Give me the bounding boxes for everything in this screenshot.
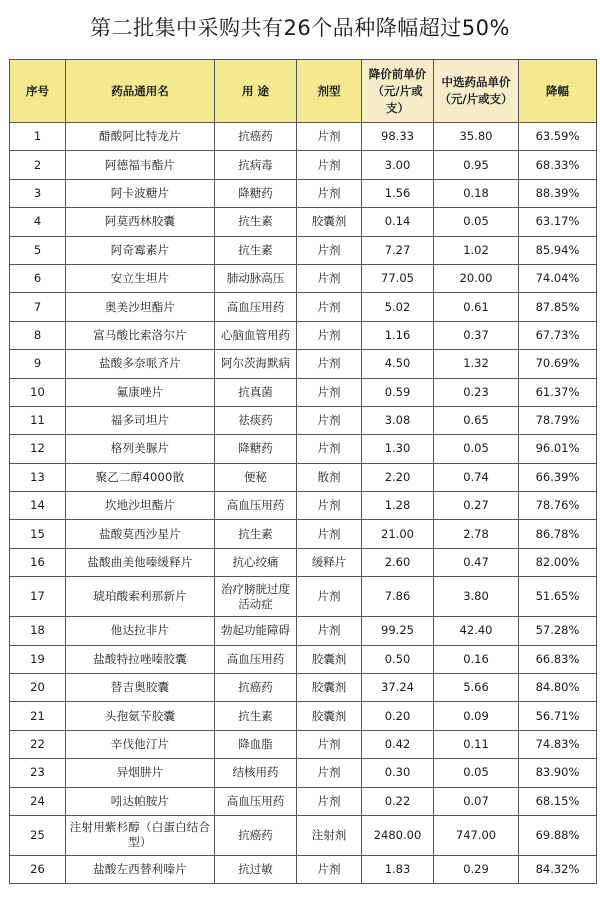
cell-price-selected: 2.78 bbox=[434, 520, 519, 548]
cell-price-before: 0.14 bbox=[362, 208, 434, 236]
cell-index: 21 bbox=[10, 702, 66, 730]
cell-form: 片剂 bbox=[297, 577, 362, 617]
cell-price-selected: 0.05 bbox=[434, 208, 519, 236]
table-row bbox=[10, 548, 597, 576]
cell-price-selected: 0.11 bbox=[434, 730, 519, 758]
cell-price-selected: 1.02 bbox=[434, 236, 519, 264]
header-drop: 降幅 bbox=[519, 60, 597, 123]
table-row bbox=[10, 151, 597, 179]
cell-index: 15 bbox=[10, 520, 66, 548]
cell-index: 20 bbox=[10, 674, 66, 702]
cell-name: 注射用紫杉醇（白蛋白结合型） bbox=[66, 815, 215, 855]
cell-name: 阿奇霉素片 bbox=[66, 236, 215, 264]
table-row bbox=[10, 350, 597, 378]
cell-drop: 68.15% bbox=[519, 787, 597, 815]
table-header-row bbox=[10, 60, 597, 123]
cell-index: 1 bbox=[10, 123, 66, 151]
cell-name: 富马酸比索洛尔片 bbox=[66, 321, 215, 349]
cell-price-before: 0.20 bbox=[362, 702, 434, 730]
table-row bbox=[10, 787, 597, 815]
table-row bbox=[10, 435, 597, 463]
cell-use: 抗癌药 bbox=[215, 123, 297, 151]
cell-index: 16 bbox=[10, 548, 66, 576]
cell-name: 醋酸阿比特龙片 bbox=[66, 123, 215, 151]
cell-name: 阿莫西林胶囊 bbox=[66, 208, 215, 236]
table-row bbox=[10, 463, 597, 491]
cell-name: 盐酸特拉唑嗪胶囊 bbox=[66, 645, 215, 673]
cell-price-before: 0.30 bbox=[362, 759, 434, 787]
cell-use: 抗过敏 bbox=[215, 855, 297, 883]
cell-form: 片剂 bbox=[297, 350, 362, 378]
cell-name: 头孢氨苄胶囊 bbox=[66, 702, 215, 730]
header-form: 剂型 bbox=[297, 60, 362, 123]
cell-drop: 61.37% bbox=[519, 378, 597, 406]
cell-price-before: 99.25 bbox=[362, 617, 434, 645]
page-title: 第二批集中采购共有26个品种降幅超过50% bbox=[90, 16, 510, 40]
cell-index: 19 bbox=[10, 645, 66, 673]
cell-form: 缓释片 bbox=[297, 548, 362, 576]
cell-drop: 87.85% bbox=[519, 293, 597, 321]
cell-use: 高血压用药 bbox=[215, 645, 297, 673]
cell-price-before: 98.33 bbox=[362, 123, 434, 151]
cell-form: 片剂 bbox=[297, 264, 362, 292]
cell-use: 心脑血管用药 bbox=[215, 321, 297, 349]
table-row bbox=[10, 293, 597, 321]
table-row bbox=[10, 645, 597, 673]
cell-index: 18 bbox=[10, 617, 66, 645]
cell-index: 23 bbox=[10, 759, 66, 787]
cell-name: 阿德福韦酯片 bbox=[66, 151, 215, 179]
cell-use: 肺动脉高压 bbox=[215, 264, 297, 292]
cell-price-before: 7.27 bbox=[362, 236, 434, 264]
cell-drop: 82.00% bbox=[519, 548, 597, 576]
cell-price-selected: 0.47 bbox=[434, 548, 519, 576]
cell-index: 11 bbox=[10, 406, 66, 434]
cell-price-selected: 0.95 bbox=[434, 151, 519, 179]
table-row bbox=[10, 179, 597, 207]
cell-form: 片剂 bbox=[297, 179, 362, 207]
cell-price-selected: 20.00 bbox=[434, 264, 519, 292]
cell-price-before: 0.50 bbox=[362, 645, 434, 673]
cell-form: 片剂 bbox=[297, 151, 362, 179]
cell-form: 胶囊剂 bbox=[297, 645, 362, 673]
cell-name: 替吉奥胶囊 bbox=[66, 674, 215, 702]
cell-form: 片剂 bbox=[297, 435, 362, 463]
cell-index: 12 bbox=[10, 435, 66, 463]
cell-drop: 51.65% bbox=[519, 577, 597, 617]
cell-use: 降糖药 bbox=[215, 435, 297, 463]
cell-drop: 66.83% bbox=[519, 645, 597, 673]
cell-name: 吲达帕胺片 bbox=[66, 787, 215, 815]
cell-index: 17 bbox=[10, 577, 66, 617]
table-row bbox=[10, 264, 597, 292]
cell-name: 盐酸曲美他嗪缓释片 bbox=[66, 548, 215, 576]
cell-price-before: 7.86 bbox=[362, 577, 434, 617]
cell-name: 阿卡波糖片 bbox=[66, 179, 215, 207]
cell-form: 注射剂 bbox=[297, 815, 362, 855]
cell-index: 7 bbox=[10, 293, 66, 321]
cell-index: 9 bbox=[10, 350, 66, 378]
cell-form: 片剂 bbox=[297, 293, 362, 321]
cell-price-before: 3.08 bbox=[362, 406, 434, 434]
table-row bbox=[10, 815, 597, 855]
cell-price-before: 1.83 bbox=[362, 855, 434, 883]
cell-price-selected: 0.74 bbox=[434, 463, 519, 491]
cell-index: 22 bbox=[10, 730, 66, 758]
cell-form: 片剂 bbox=[297, 378, 362, 406]
table-row bbox=[10, 492, 597, 520]
cell-drop: 84.32% bbox=[519, 855, 597, 883]
cell-index: 14 bbox=[10, 492, 66, 520]
cell-price-selected: 3.80 bbox=[434, 577, 519, 617]
cell-price-selected: 0.23 bbox=[434, 378, 519, 406]
cell-form: 散剂 bbox=[297, 463, 362, 491]
cell-price-before: 1.56 bbox=[362, 179, 434, 207]
cell-price-selected: 0.61 bbox=[434, 293, 519, 321]
header-index: 序号 bbox=[10, 60, 66, 123]
cell-price-before: 1.30 bbox=[362, 435, 434, 463]
cell-use: 抗病毒 bbox=[215, 151, 297, 179]
cell-drop: 56.71% bbox=[519, 702, 597, 730]
cell-drop: 96.01% bbox=[519, 435, 597, 463]
cell-name: 盐酸左西替利嗪片 bbox=[66, 855, 215, 883]
cell-drop: 88.39% bbox=[519, 179, 597, 207]
cell-index: 24 bbox=[10, 787, 66, 815]
cell-price-selected: 0.05 bbox=[434, 435, 519, 463]
cell-use: 抗癌药 bbox=[215, 674, 297, 702]
table-row bbox=[10, 208, 597, 236]
cell-name: 异烟肼片 bbox=[66, 759, 215, 787]
cell-price-selected: 0.27 bbox=[434, 492, 519, 520]
table-row bbox=[10, 730, 597, 758]
cell-name: 辛伐他汀片 bbox=[66, 730, 215, 758]
cell-drop: 78.76% bbox=[519, 492, 597, 520]
cell-drop: 70.69% bbox=[519, 350, 597, 378]
cell-price-selected: 0.37 bbox=[434, 321, 519, 349]
cell-price-selected: 0.65 bbox=[434, 406, 519, 434]
cell-drop: 66.39% bbox=[519, 463, 597, 491]
cell-use: 阿尔茨海默病 bbox=[215, 350, 297, 378]
cell-use: 抗生素 bbox=[215, 208, 297, 236]
cell-price-before: 21.00 bbox=[362, 520, 434, 548]
table-row bbox=[10, 378, 597, 406]
cell-name: 琥珀酸索利那新片 bbox=[66, 577, 215, 617]
cell-price-before: 0.59 bbox=[362, 378, 434, 406]
cell-form: 片剂 bbox=[297, 321, 362, 349]
cell-form: 片剂 bbox=[297, 730, 362, 758]
cell-drop: 67.73% bbox=[519, 321, 597, 349]
cell-price-selected: 42.40 bbox=[434, 617, 519, 645]
cell-name: 他达拉非片 bbox=[66, 617, 215, 645]
cell-price-before: 0.42 bbox=[362, 730, 434, 758]
cell-name: 盐酸多奈哌齐片 bbox=[66, 350, 215, 378]
cell-price-before: 37.24 bbox=[362, 674, 434, 702]
table-row bbox=[10, 855, 597, 883]
cell-use: 抗生素 bbox=[215, 702, 297, 730]
cell-price-before: 1.16 bbox=[362, 321, 434, 349]
cell-use: 抗生素 bbox=[215, 236, 297, 264]
cell-use: 高血压用药 bbox=[215, 293, 297, 321]
table-row bbox=[10, 236, 597, 264]
cell-form: 胶囊剂 bbox=[297, 208, 362, 236]
cell-drop: 83.90% bbox=[519, 759, 597, 787]
cell-form: 片剂 bbox=[297, 406, 362, 434]
cell-form: 片剂 bbox=[297, 855, 362, 883]
table-row bbox=[10, 617, 597, 645]
cell-drop: 63.59% bbox=[519, 123, 597, 151]
drug-price-table bbox=[9, 59, 597, 884]
cell-drop: 84.80% bbox=[519, 674, 597, 702]
table-row bbox=[10, 321, 597, 349]
cell-use: 高血压用药 bbox=[215, 787, 297, 815]
cell-use: 抗心绞痛 bbox=[215, 548, 297, 576]
cell-price-selected: 35.80 bbox=[434, 123, 519, 151]
cell-use: 抗真菌 bbox=[215, 378, 297, 406]
cell-use: 降血脂 bbox=[215, 730, 297, 758]
cell-name: 氟康唑片 bbox=[66, 378, 215, 406]
cell-price-before: 2.60 bbox=[362, 548, 434, 576]
cell-index: 4 bbox=[10, 208, 66, 236]
cell-name: 安立生坦片 bbox=[66, 264, 215, 292]
cell-index: 13 bbox=[10, 463, 66, 491]
cell-index: 3 bbox=[10, 179, 66, 207]
cell-price-selected: 0.09 bbox=[434, 702, 519, 730]
cell-price-before: 1.28 bbox=[362, 492, 434, 520]
cell-index: 25 bbox=[10, 815, 66, 855]
cell-form: 片剂 bbox=[297, 236, 362, 264]
table-row bbox=[10, 123, 597, 151]
cell-use: 便秘 bbox=[215, 463, 297, 491]
cell-price-before: 0.22 bbox=[362, 787, 434, 815]
cell-price-before: 3.00 bbox=[362, 151, 434, 179]
cell-form: 片剂 bbox=[297, 759, 362, 787]
cell-price-selected: 0.16 bbox=[434, 645, 519, 673]
cell-name: 聚乙二醇4000散 bbox=[66, 463, 215, 491]
cell-price-selected: 0.05 bbox=[434, 759, 519, 787]
cell-drop: 69.88% bbox=[519, 815, 597, 855]
cell-drop: 68.33% bbox=[519, 151, 597, 179]
cell-price-before: 5.02 bbox=[362, 293, 434, 321]
cell-drop: 63.17% bbox=[519, 208, 597, 236]
cell-price-before: 4.50 bbox=[362, 350, 434, 378]
cell-drop: 86.78% bbox=[519, 520, 597, 548]
cell-index: 6 bbox=[10, 264, 66, 292]
cell-name: 奥美沙坦酯片 bbox=[66, 293, 215, 321]
cell-use: 治疗膀胱过度活动症 bbox=[215, 577, 297, 617]
cell-form: 片剂 bbox=[297, 492, 362, 520]
cell-form: 片剂 bbox=[297, 617, 362, 645]
header-price-before: 降价前单价（元/片或支） bbox=[362, 60, 434, 123]
table-row bbox=[10, 406, 597, 434]
table-row bbox=[10, 577, 597, 617]
cell-name: 盐酸莫西沙星片 bbox=[66, 520, 215, 548]
table-body bbox=[10, 123, 597, 884]
cell-use: 结核用药 bbox=[215, 759, 297, 787]
cell-form: 胶囊剂 bbox=[297, 674, 362, 702]
cell-form: 片剂 bbox=[297, 787, 362, 815]
cell-drop: 85.94% bbox=[519, 236, 597, 264]
cell-use: 祛痰药 bbox=[215, 406, 297, 434]
table-row bbox=[10, 520, 597, 548]
cell-use: 抗生素 bbox=[215, 520, 297, 548]
cell-index: 10 bbox=[10, 378, 66, 406]
cell-price-selected: 747.00 bbox=[434, 815, 519, 855]
cell-drop: 74.04% bbox=[519, 264, 597, 292]
cell-price-selected: 0.18 bbox=[434, 179, 519, 207]
cell-use: 高血压用药 bbox=[215, 492, 297, 520]
cell-price-before: 2.20 bbox=[362, 463, 434, 491]
cell-name: 福多司坦片 bbox=[66, 406, 215, 434]
cell-form: 片剂 bbox=[297, 520, 362, 548]
header-price-selected: 中选药品单价（元/片或支） bbox=[434, 60, 519, 123]
cell-name: 坎地沙坦酯片 bbox=[66, 492, 215, 520]
cell-use: 降糖药 bbox=[215, 179, 297, 207]
cell-price-selected: 5.66 bbox=[434, 674, 519, 702]
cell-name: 格列美脲片 bbox=[66, 435, 215, 463]
cell-index: 2 bbox=[10, 151, 66, 179]
cell-index: 8 bbox=[10, 321, 66, 349]
cell-price-before: 2480.00 bbox=[362, 815, 434, 855]
cell-index: 5 bbox=[10, 236, 66, 264]
header-use: 用 途 bbox=[215, 60, 297, 123]
cell-drop: 74.83% bbox=[519, 730, 597, 758]
cell-form: 胶囊剂 bbox=[297, 702, 362, 730]
cell-form: 片剂 bbox=[297, 123, 362, 151]
cell-price-before: 77.05 bbox=[362, 264, 434, 292]
cell-price-selected: 0.07 bbox=[434, 787, 519, 815]
cell-drop: 57.28% bbox=[519, 617, 597, 645]
table-row bbox=[10, 702, 597, 730]
cell-index: 26 bbox=[10, 855, 66, 883]
cell-use: 抗癌药 bbox=[215, 815, 297, 855]
table-row bbox=[10, 674, 597, 702]
table-row bbox=[10, 759, 597, 787]
cell-drop: 78.79% bbox=[519, 406, 597, 434]
cell-price-selected: 1.32 bbox=[434, 350, 519, 378]
cell-use: 勃起功能障碍 bbox=[215, 617, 297, 645]
header-name: 药品通用名 bbox=[66, 60, 215, 123]
cell-price-selected: 0.29 bbox=[434, 855, 519, 883]
